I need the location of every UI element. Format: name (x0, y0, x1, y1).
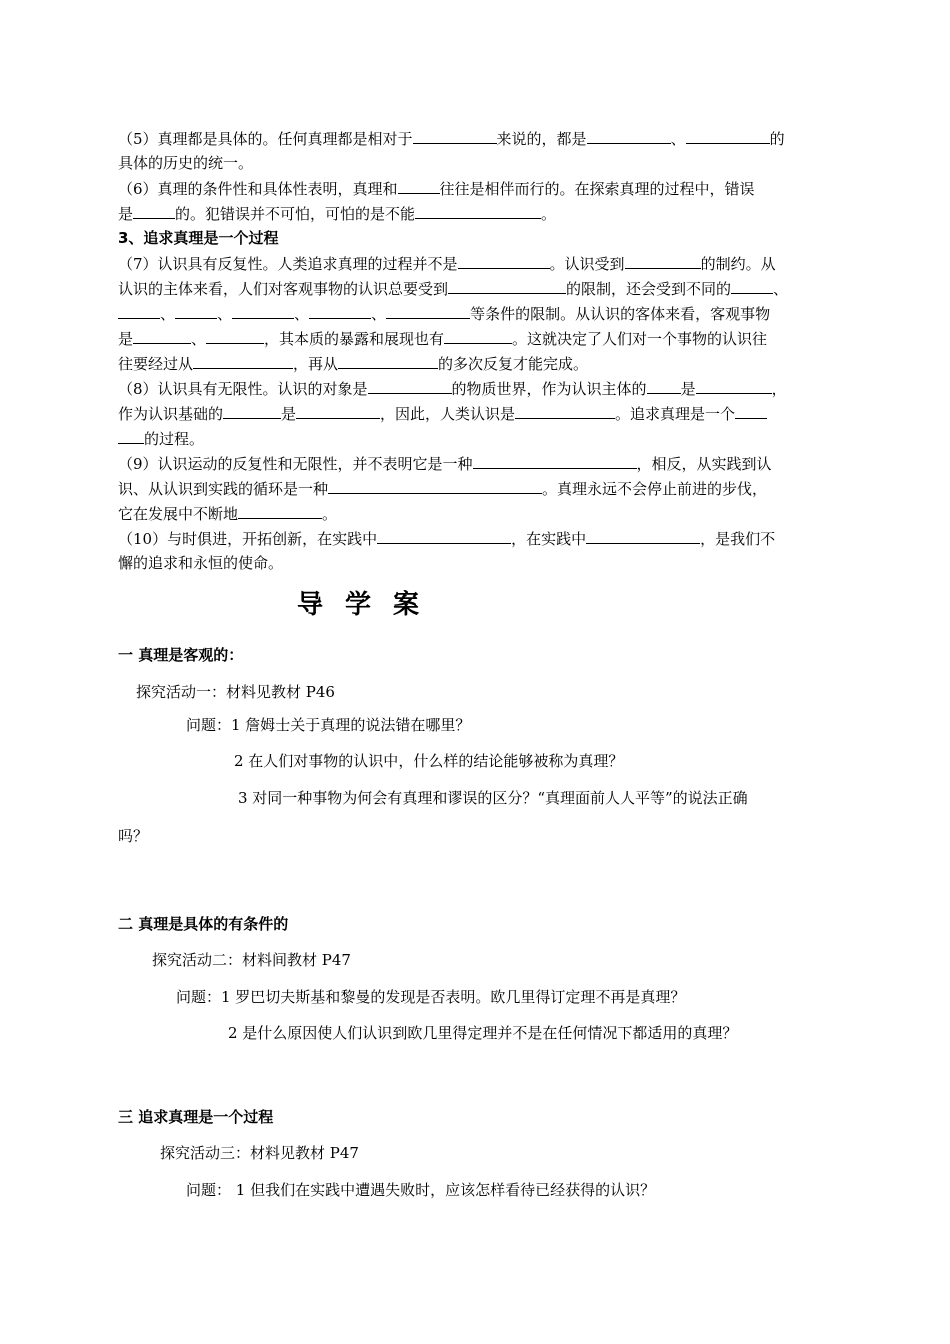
item6-text: （6）真理的条件性和具体性表明，真理和 (118, 180, 398, 198)
blank-field[interactable] (118, 303, 160, 319)
blank-field[interactable] (338, 353, 438, 369)
section-heading: 二 真理是具体的有条件的 (118, 915, 289, 933)
item9-text: 它在发展中不断地 (118, 505, 239, 523)
guide-title: 导学案 (297, 590, 442, 620)
activity-label: 探究活动二：材料间教材 P47 (152, 951, 351, 969)
item10-text: ，是我们不 (700, 530, 776, 548)
blank-field[interactable] (473, 453, 637, 469)
item5-text: 具体的历史的统一。 (118, 154, 254, 172)
item7-text: （7）认识具有反复性。人类追求真理的过程并不是 (118, 255, 458, 273)
section-heading-3: 3、追求真理是一个过程 (118, 229, 279, 247)
blank-field[interactable] (232, 303, 294, 319)
item9-text: ，相反，从实践到认 (636, 455, 772, 473)
item7-text: 的制约。从 (700, 255, 776, 273)
item8-text: 。追求真理是一个 (615, 405, 736, 423)
item10-line1 (118, 528, 838, 549)
item10-text: （10）与时俱进，开拓创新，在实践中 (118, 530, 378, 548)
blank-field[interactable] (238, 503, 322, 519)
item8-text: ，因此，人类认识是 (380, 405, 516, 423)
item7-text: 的限制，还会受到不同的 (566, 280, 732, 298)
item9-text: 识、从认识到实践的循环是一种 (118, 480, 329, 498)
item9-text: 。真理永远不会停止前进的步伐， (542, 480, 768, 498)
blank-field[interactable] (296, 403, 380, 419)
blank-field[interactable] (133, 328, 191, 344)
item10-text: 懈的追求和永恒的使命。 (118, 554, 284, 572)
item7-text: ，其本质的暴露和展现也有 (264, 330, 445, 348)
item10-text: ，在实践中 (511, 530, 587, 548)
item9-line2 (118, 478, 838, 499)
question-1: 问题：1 詹姆士关于真理的说法错在哪里？ (186, 716, 471, 734)
item5-line1 (118, 128, 838, 149)
item7-line3 (118, 303, 838, 324)
item8-text: 作为认识基础的 (118, 405, 224, 423)
blank-field[interactable] (328, 478, 542, 494)
item7-text: ，再从 (293, 355, 339, 373)
activity-label: 探究活动一：材料见教材 P46 (136, 683, 335, 701)
blank-field[interactable] (686, 128, 770, 144)
blank-field[interactable] (731, 278, 773, 294)
item7-line1 (118, 253, 838, 274)
item8-text: 的物质世界，作为认识主体的 (451, 380, 647, 398)
blank-field[interactable] (625, 253, 701, 269)
item7-line5 (118, 353, 838, 374)
item7-text: 。认识受到 (549, 255, 625, 273)
item7-text: 、 (160, 305, 176, 323)
section-heading: 三 追求真理是一个过程 (118, 1108, 274, 1126)
item8-line2 (118, 403, 838, 424)
blank-field[interactable] (386, 303, 470, 319)
item6-text: 的。犯错误并不可怕，可怕的是不能 (175, 205, 416, 223)
item8-text: （8）认识具有无限性。认识的对象是 (118, 380, 368, 398)
blank-field[interactable] (223, 403, 281, 419)
item9-text: （9）认识运动的反复性和无限性，并不表明它是一种 (118, 455, 473, 473)
question-1: 问题：1 罗巴切夫斯基和黎曼的发现是否表明。欧几里得订定理不再是真理？ (176, 988, 686, 1006)
item7-text: 、 (217, 305, 233, 323)
item7-text: 等条件的限制。从认识的客体来看，客观事物 (470, 305, 771, 323)
item6-line1 (118, 178, 838, 199)
item7-text: 往要经过从 (118, 355, 194, 373)
item7-text: 。这就决定了人们对一个事物的认识往 (512, 330, 768, 348)
blank-field[interactable] (175, 303, 217, 319)
item7-text: 是 (118, 330, 134, 348)
item7-line4 (118, 328, 838, 349)
item5-text: 的 (769, 130, 785, 148)
item10-line2 (118, 553, 838, 573)
question-1: 问题： 1 但我们在实践中遭遇失败时，应该怎样看待已经获得的认识？ (186, 1181, 656, 1199)
item6-text: 是 (118, 205, 134, 223)
item8-text: 的过程。 (144, 430, 205, 448)
section-heading: 一 真理是客观的： (118, 646, 244, 664)
item6-text: 。 (541, 205, 557, 223)
blank-field[interactable] (398, 178, 440, 194)
item9-line1 (118, 453, 838, 474)
item7-text: 的多次反复才能完成。 (438, 355, 589, 373)
blank-field[interactable] (587, 128, 671, 144)
blank-field[interactable] (377, 528, 511, 544)
item9-line3 (118, 503, 838, 524)
blank-field[interactable] (193, 353, 293, 369)
item7-text: 、 (294, 305, 310, 323)
item6-text: 往往是相伴而行的。在探索真理的过程中，错误 (439, 180, 755, 198)
item5-text: （5）真理都是具体的。任何真理都是相对于 (118, 130, 413, 148)
blank-field[interactable] (515, 403, 615, 419)
question-2: 2 在人们对事物的认识中，什么样的结论能够被称为真理？ (234, 752, 624, 770)
question-2: 2 是什么原因使人们认识到欧几里得定理并不是在任何情况下都适用的真理？ (228, 1024, 738, 1042)
item7-text: 、 (191, 330, 207, 348)
item9-text: 。 (322, 505, 338, 523)
blank-field[interactable] (647, 378, 681, 394)
blank-field[interactable] (368, 378, 452, 394)
item8-line3 (118, 428, 838, 449)
item7-line2 (118, 278, 838, 299)
item8-text: 是 (281, 405, 297, 423)
question-3-cont: 吗？ (118, 827, 149, 845)
blank-field[interactable] (309, 303, 371, 319)
blank-field[interactable] (448, 278, 566, 294)
blank-field[interactable] (206, 328, 264, 344)
blank-field[interactable] (133, 203, 175, 219)
item8-line1 (118, 378, 838, 399)
item8-text: 是 (680, 380, 696, 398)
blank-field[interactable] (413, 128, 497, 144)
item7-text: 、 (773, 280, 789, 298)
blank-field[interactable] (118, 428, 144, 444)
item7-text: 认识的主体来看，人们对客观事物的认识总要受到 (118, 280, 449, 298)
blank-field[interactable] (735, 403, 767, 419)
blank-field[interactable] (444, 328, 512, 344)
item6-line2 (118, 203, 838, 224)
blank-field[interactable] (415, 203, 541, 219)
item5-text: 来说的，都是 (496, 130, 587, 148)
question-3: 3 对同一种事物为何会有真理和谬误的区分？“真理面前人人平等”的说法正确 (238, 789, 748, 807)
blank-field[interactable] (696, 378, 772, 394)
item8-text: ， (771, 380, 787, 398)
item7-text: 、 (371, 305, 387, 323)
item5-text: 、 (670, 130, 686, 148)
blank-field[interactable] (586, 528, 700, 544)
activity-label: 探究活动三：材料见教材 P47 (160, 1144, 359, 1162)
item5-line2 (118, 153, 838, 173)
blank-field[interactable] (458, 253, 550, 269)
